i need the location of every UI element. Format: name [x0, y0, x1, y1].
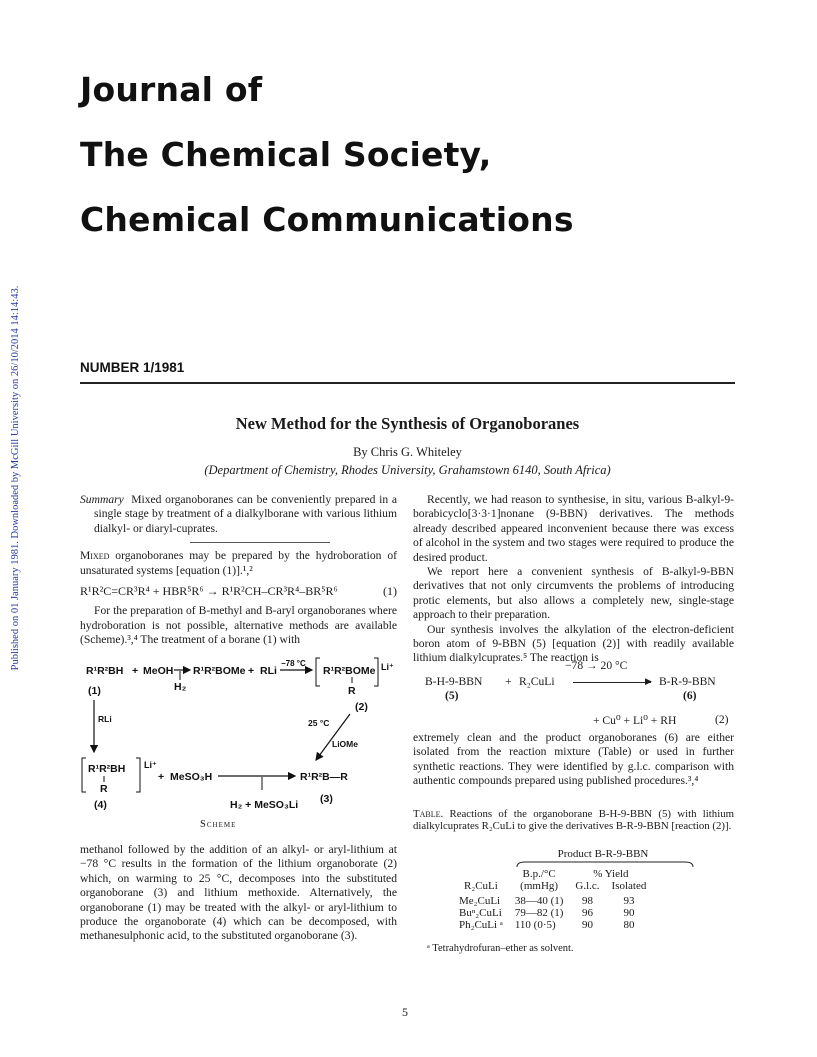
- paragraph-preparation: For the preparation of B-methyl and B-aryl organoboranes where hydroboration is not possible, alternative methods are available (Scheme).³,⁴ The treatment of a borane (1) with: [80, 604, 397, 647]
- col-glc: G.l.c.: [575, 880, 600, 892]
- page-number: 5: [402, 1005, 408, 1019]
- paragraph-recently: Recently, we had reason to synthesise, in situ, various B-alkyl-9-borabicyclo[3·3·1]nonane (9-BBN) derivatives. The methods already described appeared inconvenient because there was excess of alcohol in the system and two stages were required to produce the desired product.: [413, 493, 734, 564]
- scheme-plus-2: +: [248, 665, 255, 677]
- table-product-header: Product B-R-9-BBN: [557, 848, 649, 860]
- eq2-number: (2): [715, 713, 729, 726]
- eq2-reactant-1: B-H-9-BBN: [425, 675, 483, 688]
- bracket-4-right: [136, 758, 140, 792]
- left-column-bottom: [80, 843, 397, 944]
- scheme-meoh: MeOH: [143, 665, 174, 677]
- scheme-li-2: Li⁺: [381, 662, 394, 672]
- cell-bp: 110 (0·5): [514, 919, 556, 931]
- cell-bp: 38—40 (1): [514, 895, 564, 907]
- intro-paragraph: [80, 549, 397, 578]
- issue-number: NUMBER 1/1981: [80, 360, 185, 375]
- paragraph-clean: extremely clean and the product organoboranes (6) are either isolated from the reaction mixture (Table) or used in further synthetic reactions. They were identified by g.l.c. comparison with authentic compounds prepared using published procedures.³,⁴: [413, 731, 734, 788]
- journal-title-line1: Journal of: [80, 70, 263, 109]
- equation-1: [80, 584, 397, 598]
- equation-1-number: (1): [383, 584, 397, 599]
- scheme-cond-1: −78 °C: [281, 659, 306, 668]
- col-bp-unit: (mmHg): [520, 880, 559, 892]
- summary-text: Mixed organoboranes can be conveniently prepared in a single stage by treatment of a dialkylborane with various lithium dialkyl- or diaryl-cuprates.: [94, 493, 397, 535]
- paragraph-mechanism: methanol followed by the addition of an alkyl- or aryl-lithium at −78 °C results in the formation of the lithium organoborate (2) which, on warming to 25 °C, decomposes into the substituted organoborane (3) and lithium methoxide. Alternatively, the organoborane (1) may be treated with the alkyl- or aryl-lithium to produce the organoborate (4) which can be decomposed, with methanesulphonic acid, to the substituted organoborane (3).: [80, 843, 397, 943]
- table-row: [453, 907, 652, 919]
- journal-title-line2: The Chemical Society,: [80, 135, 492, 174]
- scheme-borate-4: R¹R²BH: [88, 763, 126, 775]
- eq2-label-6: (6): [683, 689, 697, 702]
- left-column-top: [80, 493, 397, 648]
- intro-text: organoboranes may be prepared by the hydroboration of unsaturated systems [equation (1)].¹,²: [80, 549, 397, 577]
- bracket-2-left: [316, 658, 320, 686]
- scheme-label-3: (3): [320, 793, 333, 805]
- scheme-h2: H₂: [174, 681, 187, 693]
- eq2-product: B-R-9-BBN: [659, 675, 716, 688]
- scheme-plus-1: +: [132, 665, 139, 677]
- header-rule: [80, 382, 735, 384]
- cell-isolated: 90: [623, 907, 635, 919]
- cell-reagent: Ph₂CuLi ᵃ: [459, 919, 503, 931]
- article-affiliation: (Department of Chemistry, Rhodes University, Grahamstown 6140, South Africa): [204, 463, 611, 477]
- summary-label: Summary: [80, 493, 124, 506]
- scheme-r1r2bome: R¹R²BOMe: [193, 665, 246, 677]
- table-caption-text: Reactions of the organoborane B-H-9-BBN (5) with lithium dialkylcuprates R₂CuLi to give the derivatives B-R-9-BBN [reaction (2)].: [413, 808, 735, 833]
- equation-1-body: R¹R²C=CR³R⁴ + HBR⁵R⁶ → R¹R²CH–CR³R⁴–BR⁵R⁶: [80, 584, 338, 599]
- eq2-arrow-head: ▶: [645, 676, 652, 686]
- right-column-bottom: [413, 731, 734, 789]
- table-footnote: ᵃ Tetrahydrofuran–ether as solvent.: [427, 943, 574, 954]
- scheme-borate-2: R¹R²BOMe: [323, 665, 376, 677]
- equation-2: [413, 659, 734, 731]
- table-caption: [413, 808, 734, 833]
- journal-title-line3: Chemical Communications: [80, 200, 574, 239]
- article-title: New Method for the Synthesis of Organoboranes: [235, 414, 580, 433]
- col-bp: B.p./°C: [522, 868, 556, 880]
- cell-reagent: Buⁿ₂CuLi: [459, 907, 502, 919]
- eq2-reactant-2: R₂CuLi: [519, 675, 555, 688]
- scheme-cond-2: 25 °C: [308, 718, 330, 728]
- results-table: [453, 848, 693, 931]
- article-byline: By Chris G. Whiteley: [353, 445, 462, 459]
- cell-glc: 96: [581, 907, 593, 919]
- right-column-top: [413, 493, 734, 666]
- cell-isolated: 80: [623, 919, 635, 931]
- scheme-rli: RLi: [260, 665, 277, 677]
- paragraph-synthesis: Our synthesis involves the alkylation of the electron-deficient boron atom of 9-BBN (5) [equation (2)] with readily available lithium dialkylcuprates.⁵ The reaction is: [413, 622, 734, 665]
- eq2-arrow-line: [573, 682, 651, 683]
- scheme-plus-3: +: [158, 771, 165, 783]
- col-isolated: Isolated: [611, 880, 647, 892]
- reaction-scheme: [80, 650, 400, 815]
- data-table: [453, 868, 652, 931]
- scheme-label-1: (1): [88, 685, 101, 697]
- scheme-caption: Scheme: [200, 819, 237, 830]
- col-reagent: R₂CuLi: [464, 880, 498, 892]
- cell-isolated: 93: [623, 895, 635, 907]
- eq2-condition: −78 → 20 °C: [565, 659, 628, 672]
- bracket-4-left: [82, 758, 86, 792]
- scheme-r-2: R: [348, 685, 356, 697]
- col-yield: % Yield: [593, 868, 629, 880]
- scheme-meso3h: MeSO₃H: [170, 771, 213, 783]
- scheme-label-4: (4): [94, 799, 107, 811]
- scheme-li-4: Li⁺: [144, 760, 157, 770]
- scheme-byproducts: H₂ + MeSO₃Li: [230, 799, 299, 811]
- summary-separator: [190, 542, 330, 543]
- scheme-label-2: (2): [355, 701, 368, 713]
- eq2-byproducts: + Cu⁰ + Li⁰ + RH: [593, 714, 677, 727]
- eq2-plus: +: [505, 675, 512, 688]
- table-row: [453, 919, 652, 931]
- eq2-label-5: (5): [445, 689, 459, 702]
- table-caption-label: Table.: [413, 808, 444, 820]
- table-row: [453, 895, 652, 907]
- table-brace: [515, 860, 695, 868]
- scheme-rli-down: RLi: [98, 714, 112, 724]
- paragraph-report: We report here a convenient synthesis of B-alkyl-9-BBN derivatives that not only circumvents the problems of introducing protic elements, but also allows a completely new, single-stage approach to their preparation.: [413, 565, 734, 622]
- cell-glc: 98: [581, 895, 593, 907]
- cell-reagent: Me₂CuLi: [459, 895, 501, 907]
- download-note: Published on 01 January 1981. Downloaded by McGill University on 26/10/2014 14:14:43.: [10, 285, 21, 671]
- scheme-product-3: R¹R²B—R: [300, 771, 348, 783]
- scheme-r1r2bh: R¹R²BH: [86, 665, 124, 677]
- cell-glc: 90: [581, 919, 593, 931]
- summary: [80, 493, 397, 536]
- scheme-r-4: R: [100, 783, 108, 795]
- scheme-liome: LiOMe: [332, 739, 358, 749]
- intro-lead: Mixed: [80, 549, 110, 563]
- cell-bp: 79—82 (1): [514, 907, 564, 919]
